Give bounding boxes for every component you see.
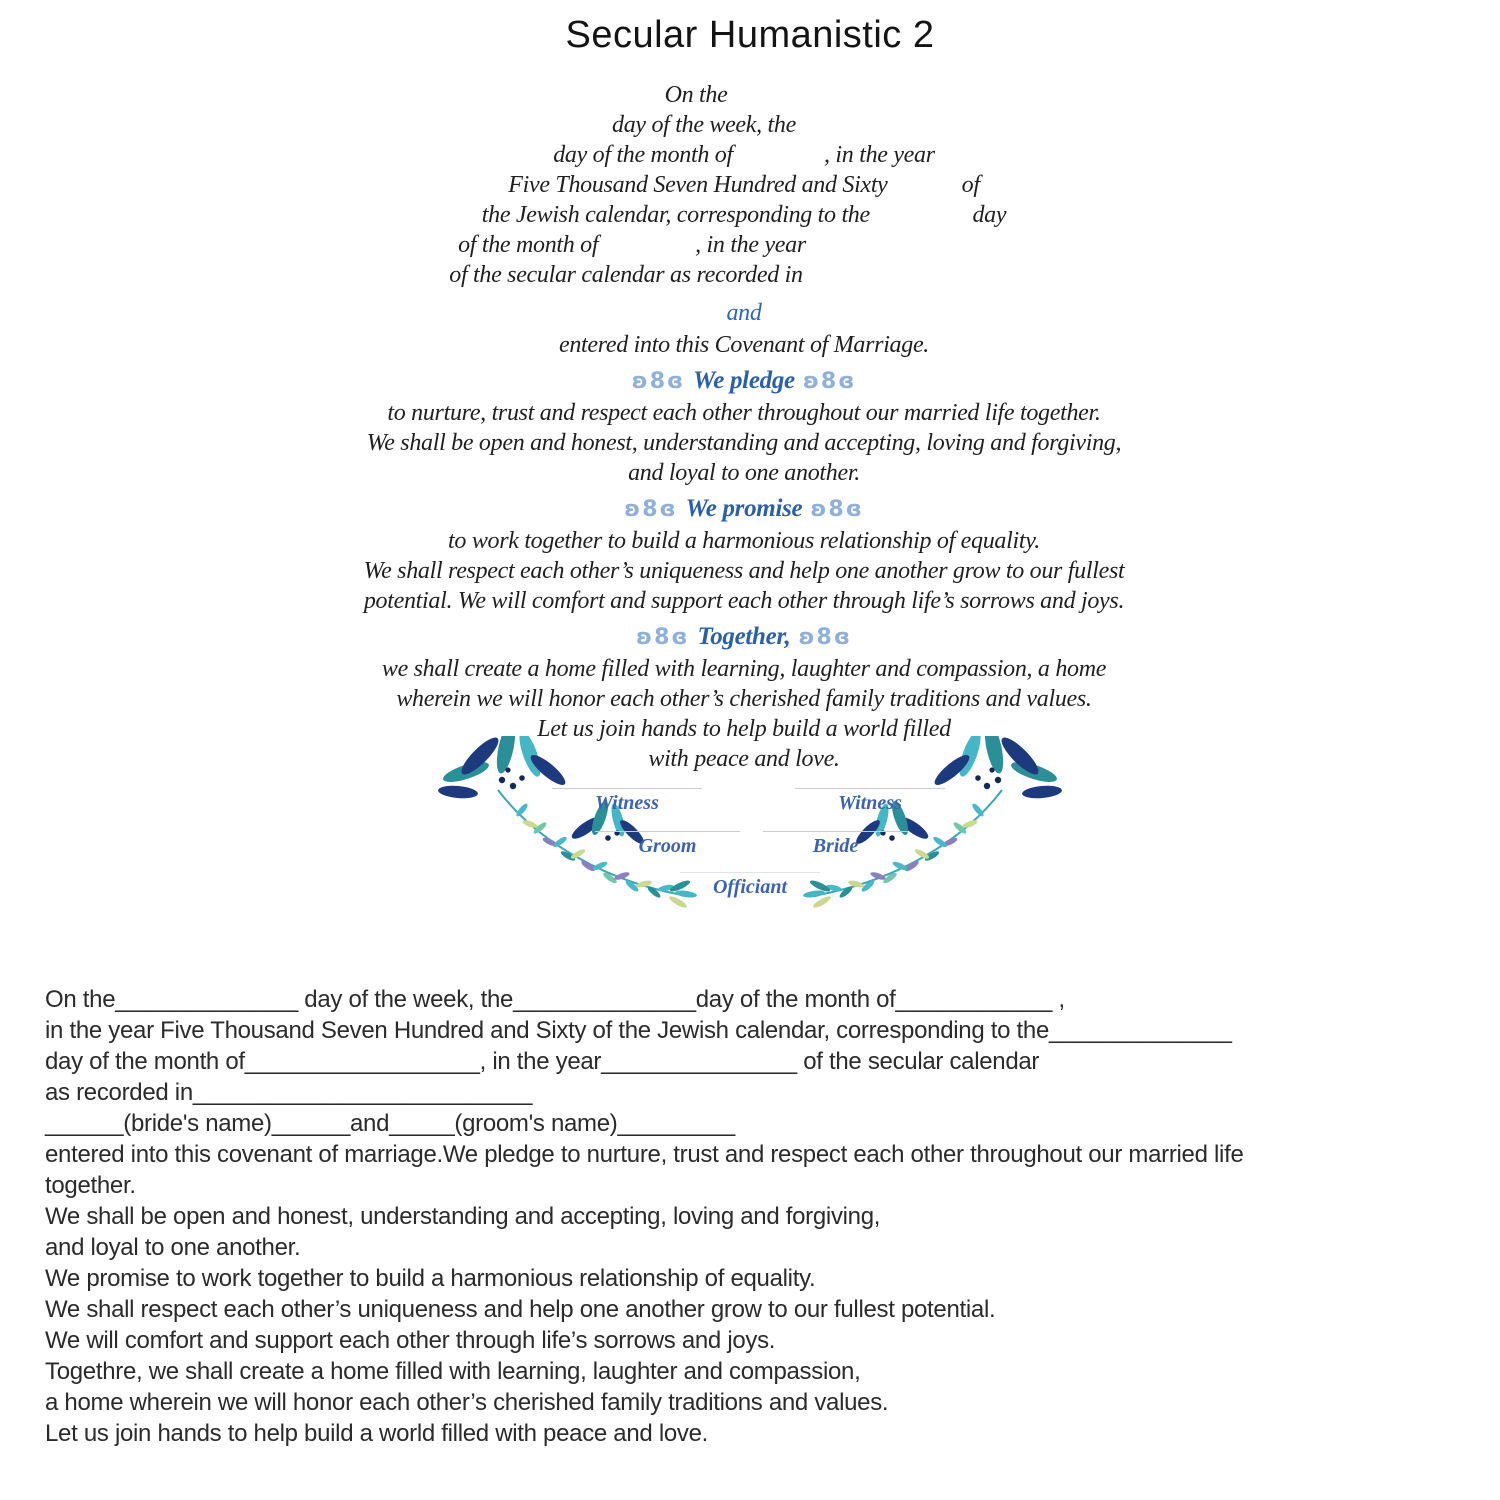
plain-line: in the year Five Thousand Seven Hundred and Sixty of the Jewish calendar, corresponding to the______________ — [45, 1017, 1232, 1044]
signature-line-officiant — [680, 872, 820, 899]
plain-line: as recorded in__________________________ — [45, 1079, 533, 1106]
plain-line: and loyal to one another. — [45, 1234, 301, 1261]
script-line-with-blank: Five Thousand Seven Hundred and Sixty of — [508, 172, 980, 198]
plain-text-section — [45, 984, 1475, 1449]
plain-line: We will comfort and support each other through life’s sorrows and joys. — [45, 1327, 776, 1354]
scroll-ornament-icon: ʚ8ɞ — [624, 497, 678, 522]
script-line-and: and — [726, 300, 762, 326]
plain-line-names-blank: ______(bride's name)______and_____(groom's name)_________ — [45, 1110, 735, 1137]
script-line: to work together to build a harmonious relationship of equality. — [448, 528, 1040, 554]
plain-line: On the______________ day of the week, the______________day of the month of____________ , — [45, 986, 1065, 1013]
script-line: of the secular calendar as recorded in — [449, 262, 803, 288]
plain-line: We shall be open and honest, understanding and accepting, loving and forgiving, — [45, 1203, 881, 1230]
scroll-ornament-icon: ʚ8ɞ — [636, 625, 690, 650]
script-line-with-blank: day of the month of , in the year — [553, 142, 935, 168]
plain-line: Let us join hands to help build a world filled with peace and love. — [45, 1420, 709, 1447]
heading-together: ʚ8ɞ Together, ʚ8ɞ — [636, 623, 852, 650]
bride-label: Bride — [812, 835, 859, 857]
scroll-ornament-icon: ʚ8ɞ — [802, 369, 857, 394]
signature-line-witness-left — [552, 788, 702, 815]
script-line: We shall respect each other’s uniqueness and help one another grow to our fullest — [363, 558, 1125, 584]
scroll-ornament-icon: ʚ8ɞ — [810, 497, 864, 522]
script-line: and loyal to one another. — [628, 460, 860, 486]
plain-line: day of the month of__________________, in the year_______________ of the secular calendar — [45, 1048, 1040, 1075]
script-line: day of the week, the — [612, 112, 796, 138]
plain-line: We shall respect each other’s uniqueness and help one another grow to our fullest potential. — [45, 1296, 996, 1323]
script-line-with-blank: the Jewish calendar, corresponding to the day — [481, 202, 1007, 228]
heading-we-pledge: ʚ8ɞ We pledge ʚ8ɞ — [631, 367, 857, 394]
script-line: On the — [664, 82, 728, 108]
witness-left-label: Witness — [595, 792, 659, 814]
script-line: we shall create a home filled with learning, laughter and compassion, a home — [381, 656, 1107, 682]
script-line: with peace and love. — [648, 746, 840, 772]
plain-line: together. — [45, 1172, 136, 1199]
officiant-label: Officiant — [712, 876, 788, 898]
script-section — [0, 80, 1494, 774]
plain-line: We promise to work together to build a harmonious relationship of equality. — [45, 1265, 816, 1292]
page-title: Secular Humanistic 2 — [565, 14, 935, 56]
scroll-ornament-icon: ʚ8ɞ — [631, 369, 686, 394]
script-line: We shall be open and honest, understanding and accepting, loving and forgiving, — [366, 430, 1122, 456]
plain-line: Togethre, we shall create a home filled with learning, laughter and compassion, — [45, 1358, 861, 1385]
witness-right-label: Witness — [838, 792, 902, 814]
script-line: wherein we will honor each other’s cherished family traditions and values. — [396, 686, 1092, 712]
script-line: potential. We will comfort and support each other through life’s sorrows and joys. — [363, 588, 1125, 614]
script-line: to nurture, trust and respect each other throughout our married life together. — [387, 400, 1101, 426]
signature-line-bride — [763, 831, 908, 858]
groom-label: Groom — [638, 835, 697, 857]
script-line-with-blank: of the month of , in the year — [458, 232, 806, 258]
script-line: entered into this Covenant of Marriage. — [558, 332, 930, 358]
scroll-ornament-icon: ʚ8ɞ — [798, 625, 852, 650]
signature-line-groom — [595, 831, 740, 858]
plain-line: entered into this covenant of marriage.We pledge to nurture, trust and respect each other throughout our married life — [45, 1141, 1244, 1168]
plain-line: a home wherein we will honor each other’s cherished family traditions and values. — [45, 1389, 889, 1416]
heading-we-promise: ʚ8ɞ We promise ʚ8ɞ — [624, 495, 864, 522]
signature-line-witness-right — [795, 788, 945, 815]
script-line: Let us join hands to help build a world filled — [537, 716, 951, 742]
